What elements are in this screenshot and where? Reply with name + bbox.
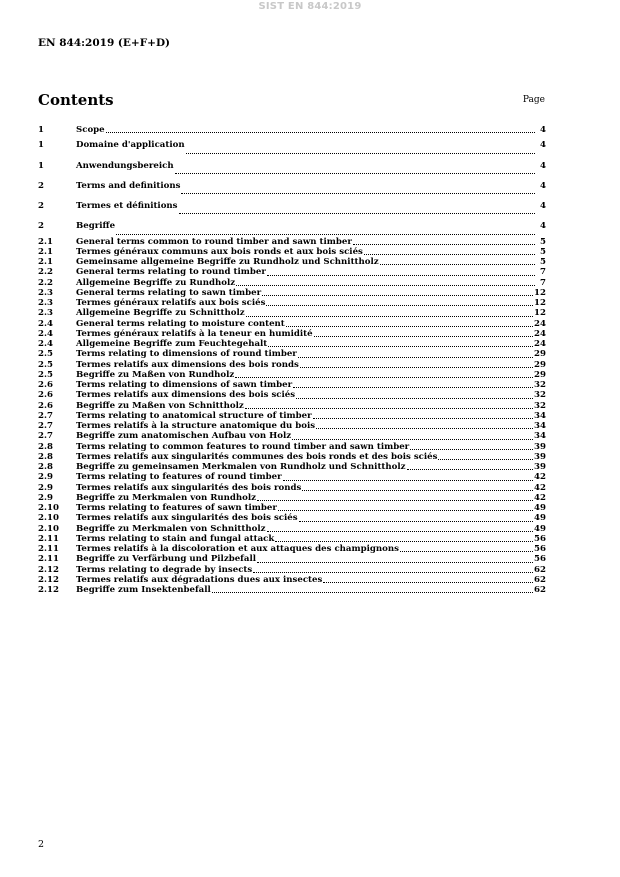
- toc-entry-title: Allgemeine Begriffe zu Rundholz: [76, 277, 236, 288]
- toc-entry-number: 2.8: [38, 462, 53, 472]
- toc-entry[interactable]: [38, 278, 546, 288]
- toc-entry-page: 4: [540, 201, 546, 211]
- toc-entry[interactable]: [38, 247, 546, 257]
- toc-entry-title: Begriffe: [76, 221, 116, 232]
- toc-entry[interactable]: [38, 421, 546, 431]
- toc-entry-number: 2.3: [38, 287, 53, 298]
- toc-entry-page: 49: [534, 513, 546, 524]
- toc-entry-page: 34: [534, 431, 546, 442]
- toc-entry-number: 2.11: [38, 554, 59, 565]
- dot-leader: [212, 585, 533, 593]
- toc-entry-number: 2.9: [38, 472, 53, 483]
- toc-entry-title: Scope: [76, 125, 105, 135]
- toc-entry-page: 4: [540, 221, 546, 232]
- toc-entry-title: Termes et définitions: [76, 201, 178, 211]
- toc-entry-number: 1: [38, 125, 44, 135]
- toc-entry[interactable]: [38, 319, 546, 329]
- toc-entry-title: Termes généraux communs aux bois ronds et aux bois sciés: [76, 246, 363, 257]
- toc-entry-number: 2.6: [38, 380, 53, 390]
- dot-leader: [313, 411, 533, 419]
- toc-entry[interactable]: [38, 339, 546, 349]
- dot-leader: [186, 146, 535, 154]
- toc-entry-number: 2.5: [38, 369, 53, 380]
- toc-entry[interactable]: [38, 156, 546, 176]
- toc-entry[interactable]: [38, 216, 546, 236]
- dot-leader: [296, 391, 533, 399]
- toc-entry-title: Termes relatifs à la structure anatomique du bois: [76, 421, 316, 431]
- dot-leader: [236, 278, 535, 286]
- toc-entry[interactable]: [38, 176, 546, 196]
- toc-entry-title: Termes relatifs aux singularités des bois sciés: [76, 513, 298, 524]
- toc-entry-page: 29: [534, 359, 546, 370]
- toc-entry-number: 2.10: [38, 513, 59, 524]
- page-column-label: Page: [522, 95, 545, 105]
- toc-entry[interactable]: [38, 524, 546, 534]
- toc-entry[interactable]: [38, 288, 546, 298]
- watermark: SIST EN 844:2019: [258, 1, 362, 12]
- dot-leader: [246, 309, 533, 317]
- toc-entry-number: 1: [38, 160, 44, 171]
- dot-leader: [407, 462, 534, 470]
- dot-leader: [266, 298, 533, 306]
- toc-entry-page: 42: [534, 482, 546, 493]
- toc-entry-number: 1: [38, 140, 44, 151]
- dot-leader: [181, 186, 535, 194]
- toc-entry-number: 2.2: [38, 277, 53, 288]
- toc-entry-page: 4: [540, 180, 546, 191]
- dot-leader: [380, 257, 535, 265]
- toc-entry-title: Begriffe zu gemeinsamen Merkmalen von Rundholz und Schnittholz: [76, 462, 406, 472]
- toc-entry[interactable]: [38, 370, 546, 380]
- toc-entry-number: 2.3: [38, 298, 53, 308]
- toc-entry-number: 2.1: [38, 246, 53, 257]
- toc-entry-page: 56: [534, 533, 546, 544]
- toc-entry-number: 2.8: [38, 441, 53, 452]
- toc-entry-title: General terms relating to moisture content: [76, 318, 285, 329]
- toc-entry[interactable]: [38, 534, 546, 544]
- toc-entry-title: Terms and definitions: [76, 180, 181, 191]
- toc-entry-title: Begriffe zu Merkmalen von Rundholz: [76, 492, 256, 503]
- toc-entry-number: 2.1: [38, 236, 53, 247]
- dot-leader: [298, 350, 533, 358]
- toc-entry[interactable]: [38, 135, 546, 155]
- dot-leader: [275, 534, 533, 542]
- toc-entry[interactable]: [38, 380, 546, 390]
- toc-entry-number: 2.10: [38, 523, 59, 534]
- toc-entry-title: Begriffe zu Maßen von Schnittholz: [76, 400, 244, 411]
- toc-entry-title: General terms relating to sawn timber: [76, 287, 262, 298]
- toc-entry-number: 2: [38, 201, 44, 211]
- toc-entry[interactable]: [38, 125, 546, 135]
- toc-entry-title: General terms relating to round timber: [76, 267, 266, 278]
- dot-leader: [267, 524, 534, 532]
- toc-entry-number: 2.12: [38, 585, 59, 595]
- toc-entry-title: Termes relatifs aux dégradations dues aux insectes: [76, 574, 323, 585]
- toc-entry-page: 34: [534, 410, 546, 421]
- toc-entry-page: 32: [534, 390, 546, 401]
- toc-entry-number: 2.7: [38, 431, 53, 442]
- toc-entry[interactable]: [38, 493, 546, 503]
- dot-leader: [179, 206, 535, 214]
- toc-entry-page: 24: [534, 328, 546, 339]
- toc-entry[interactable]: [38, 442, 546, 452]
- toc-entry-title: Terms relating to stain and fungal attack: [76, 533, 275, 544]
- toc-entry-page: 4: [540, 125, 546, 135]
- dot-leader: [116, 227, 535, 235]
- toc-entry[interactable]: [38, 329, 546, 339]
- toc-entry-title: Begriffe zum anatomischen Aufbau von Holz: [76, 431, 292, 442]
- toc-entry-page: 56: [534, 544, 546, 554]
- dot-leader: [262, 288, 533, 296]
- toc-entry-page: 4: [540, 140, 546, 151]
- toc-entry-title: Begriffe zum Insektenbefall: [76, 585, 211, 595]
- toc-entry-number: 2.6: [38, 390, 53, 401]
- dot-leader: [323, 575, 533, 583]
- toc-entry-title: Terms relating to common features to round timber and sawn timber: [76, 441, 410, 452]
- toc-entry-page: 39: [534, 462, 546, 472]
- toc-entry-page: 32: [534, 380, 546, 390]
- page-number: 2: [38, 839, 45, 850]
- toc-entry-page: 5: [540, 246, 546, 257]
- toc-entry[interactable]: [38, 390, 546, 400]
- toc-entry[interactable]: [38, 503, 546, 513]
- toc-entry-page: 32: [534, 400, 546, 411]
- toc-entry-page: 5: [540, 236, 546, 247]
- dot-leader: [314, 329, 533, 337]
- dot-leader: [267, 268, 535, 276]
- document-id: EN 844:2019 (E+F+D): [38, 37, 171, 49]
- dot-leader: [286, 319, 533, 327]
- toc-entry-number: 2.12: [38, 574, 59, 585]
- dot-leader: [353, 237, 535, 245]
- toc-entry-page: 29: [534, 369, 546, 380]
- toc-entry-title: Begriffe zu Maßen von Rundholz: [76, 369, 235, 380]
- dot-leader: [292, 432, 533, 440]
- toc-entry[interactable]: [38, 257, 546, 267]
- toc-entry-page: 62: [534, 564, 546, 575]
- toc-entry-page: 12: [534, 287, 546, 298]
- toc-entry-title: Termes relatifs aux dimensions des bois ronds: [76, 359, 299, 370]
- toc-entry-number: 2.9: [38, 492, 53, 503]
- toc-entry[interactable]: [38, 349, 546, 359]
- toc-entry-page: 29: [534, 349, 546, 360]
- toc-entry-page: 5: [540, 257, 546, 267]
- toc-entry-title: Terms relating to degrade by insects: [76, 564, 253, 575]
- dot-leader: [253, 565, 533, 573]
- dot-leader: [235, 370, 533, 378]
- toc-entry-page: 4: [540, 160, 546, 171]
- toc-entry-page: 56: [534, 554, 546, 565]
- dot-leader: [400, 544, 533, 552]
- toc-entry-title: Allgemeine Begriffe zu Schnittholz: [76, 308, 245, 319]
- toc-entry-page: 49: [534, 503, 546, 513]
- toc-entry-title: Domaine d'application: [76, 140, 185, 151]
- toc-entry[interactable]: [38, 298, 546, 308]
- toc-entry[interactable]: [38, 196, 546, 216]
- toc-entry[interactable]: [38, 452, 546, 462]
- toc-entry-page: 12: [534, 298, 546, 308]
- toc-entry-title: Terms relating to anatomical structure of timber: [76, 410, 312, 421]
- toc-entry-number: 2.8: [38, 451, 53, 462]
- toc-entry-title: Gemeinsame allgemeine Begriffe zu Rundholz und Schnittholz: [76, 257, 379, 267]
- toc-entry-number: 2.1: [38, 257, 53, 267]
- toc-entry-title: Begriffe zu Verfärbung und Pilzbefall: [76, 554, 256, 565]
- toc-entry-title: Terms relating to dimensions of sawn timber: [76, 380, 293, 390]
- toc-entry-title: Terms relating to features of sawn timber: [76, 503, 277, 513]
- dot-leader: [316, 421, 533, 429]
- toc-entry[interactable]: [38, 431, 546, 441]
- toc-entry-title: Termes relatifs à la discoloration et aux attaques des champignons: [76, 544, 399, 554]
- dot-leader: [293, 380, 533, 388]
- toc-entry-page: 42: [534, 492, 546, 503]
- toc-entry[interactable]: [38, 237, 546, 247]
- toc-entry-page: 24: [534, 339, 546, 349]
- dot-leader: [257, 555, 533, 563]
- toc-entry-page: 7: [540, 277, 546, 288]
- toc-entry-title: Termes généraux relatifs aux bois sciés: [76, 298, 266, 308]
- table-of-contents: [38, 125, 546, 595]
- dot-leader: [283, 473, 533, 481]
- toc-entry-number: 2.5: [38, 349, 53, 360]
- toc-entry[interactable]: [38, 585, 546, 595]
- toc-entry-number: 2: [38, 221, 44, 232]
- toc-entry-title: Termes relatifs aux singularités communes des bois ronds et des bois sciés: [76, 451, 438, 462]
- toc-entry[interactable]: [38, 462, 546, 472]
- dot-leader: [302, 483, 533, 491]
- toc-entry-title: Termes relatifs aux dimensions des bois sciés: [76, 390, 296, 401]
- toc-entry-number: 2.7: [38, 421, 53, 431]
- dot-leader: [245, 401, 533, 409]
- toc-entry-page: 42: [534, 472, 546, 483]
- dot-leader: [364, 247, 535, 255]
- dot-leader: [299, 514, 533, 522]
- toc-entry[interactable]: [38, 565, 546, 575]
- toc-entry[interactable]: [38, 360, 546, 370]
- toc-entry[interactable]: [38, 401, 546, 411]
- dot-leader: [278, 503, 533, 511]
- toc-entry-number: 2.6: [38, 400, 53, 411]
- toc-entry-title: Termes relatifs aux singularités des bois ronds: [76, 482, 302, 493]
- dot-leader: [438, 452, 533, 460]
- toc-entry-number: 2.4: [38, 328, 53, 339]
- toc-entry-number: 2.7: [38, 410, 53, 421]
- dot-leader: [268, 339, 533, 347]
- contents-heading: Contents: [38, 91, 114, 109]
- toc-entry-number: 2.5: [38, 359, 53, 370]
- toc-entry[interactable]: [38, 267, 546, 277]
- toc-entry-title: Termes généraux relatifs à la teneur en humidité: [76, 328, 313, 339]
- toc-entry-number: 2.9: [38, 482, 53, 493]
- dot-leader: [410, 442, 533, 450]
- toc-entry[interactable]: [38, 483, 546, 493]
- toc-entry[interactable]: [38, 411, 546, 421]
- toc-entry-page: 7: [540, 267, 546, 278]
- toc-entry-page: 24: [534, 318, 546, 329]
- toc-entry-number: 2.11: [38, 533, 59, 544]
- toc-entry-title: Terms relating to dimensions of round timber: [76, 349, 297, 360]
- toc-entry[interactable]: [38, 308, 546, 318]
- dot-leader: [106, 125, 535, 133]
- toc-entry-title: Terms relating to features of round timber: [76, 472, 282, 483]
- toc-entry[interactable]: [38, 544, 546, 554]
- toc-entry-number: 2.3: [38, 308, 53, 319]
- toc-entry-page: 39: [534, 451, 546, 462]
- dot-leader: [257, 493, 533, 501]
- dot-leader: [175, 166, 535, 174]
- toc-entry-title: Anwendungsbereich: [76, 160, 174, 171]
- toc-entry[interactable]: [38, 575, 546, 585]
- dot-leader: [300, 360, 533, 368]
- toc-entry-number: 2: [38, 180, 44, 191]
- toc-entry-title: General terms common to round timber and sawn timber: [76, 236, 352, 247]
- toc-entry-page: 39: [534, 441, 546, 452]
- toc-entry-number: 2.4: [38, 318, 53, 329]
- toc-entry-number: 2.2: [38, 267, 53, 278]
- toc-entry[interactable]: [38, 554, 546, 564]
- toc-entry-number: 2.12: [38, 564, 59, 575]
- toc-entry-number: 2.4: [38, 339, 53, 349]
- toc-entry-page: 62: [534, 585, 546, 595]
- toc-entry-page: 34: [534, 421, 546, 431]
- toc-entry[interactable]: [38, 472, 546, 482]
- toc-entry-page: 12: [534, 308, 546, 319]
- toc-entry-page: 49: [534, 523, 546, 534]
- toc-entry-title: Begriffe zu Merkmalen von Schnittholz: [76, 523, 266, 534]
- toc-entry-number: 2.11: [38, 544, 59, 554]
- toc-entry-number: 2.10: [38, 503, 59, 513]
- toc-entry[interactable]: [38, 513, 546, 523]
- toc-entry-page: 62: [534, 574, 546, 585]
- toc-entry-title: Allgemeine Begriffe zum Feuchtegehalt: [76, 339, 268, 349]
